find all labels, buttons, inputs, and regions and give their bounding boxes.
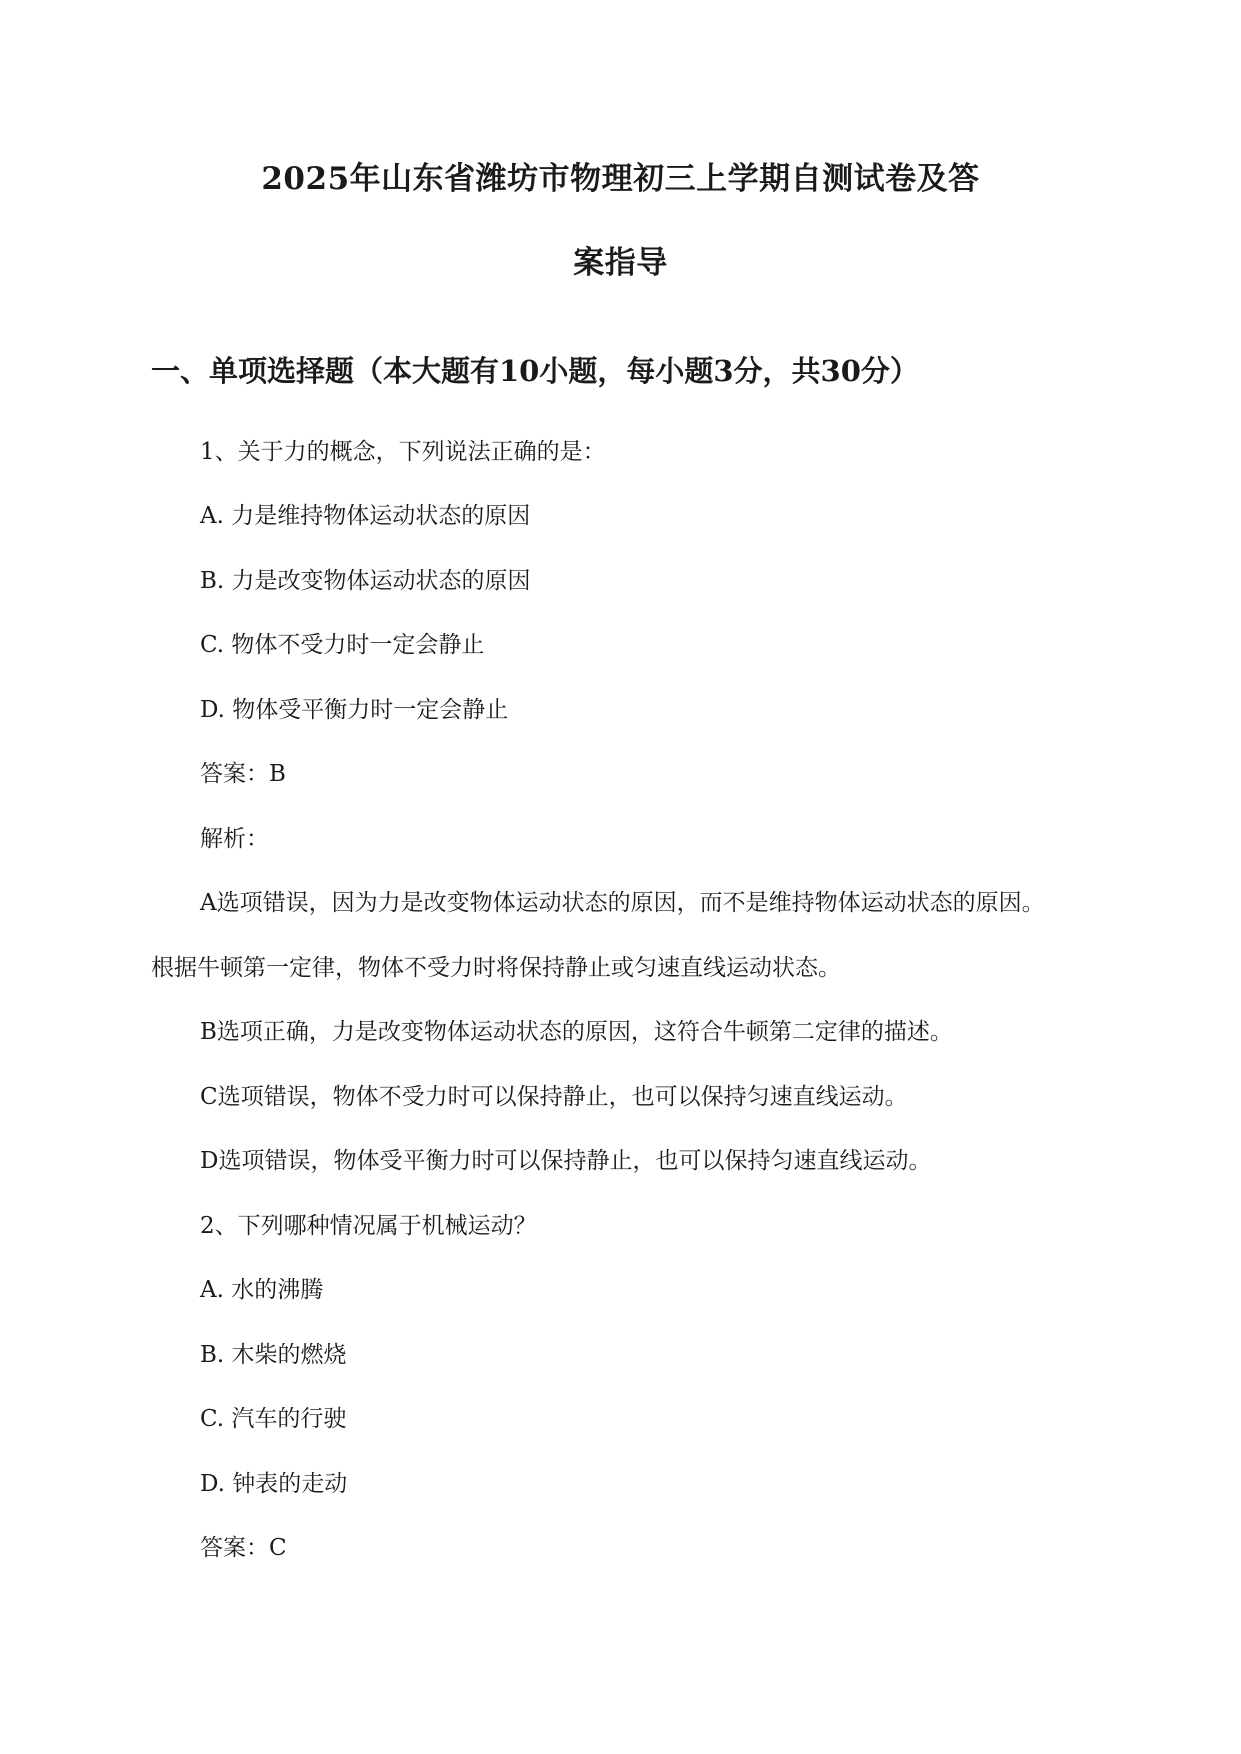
question-2-answer: 答案：C xyxy=(200,1535,287,1561)
question-1-analysis-c: C选项错误，物体不受力时可以保持静止，也可以保持匀速直线运动。 xyxy=(200,1084,908,1110)
question-1-analysis-label: 解析： xyxy=(200,826,269,852)
question-1-analysis-d: D选项错误，物体受平衡力时可以保持静止，也可以保持匀速直线运动。 xyxy=(200,1148,932,1174)
question-1-option-b: B. 力是改变物体运动状态的原因 xyxy=(200,568,531,594)
question-1-stem: 1、关于力的概念，下列说法正确的是： xyxy=(200,439,606,465)
question-2-stem: 2、下列哪种情况属于机械运动？ xyxy=(200,1213,537,1239)
document-title-line-2: 案指导 xyxy=(573,245,668,281)
question-2-option-a: A. 水的沸腾 xyxy=(200,1277,324,1303)
question-1-analysis-b: B选项正确，力是改变物体运动状态的原因，这符合牛顿第二定律的描述。 xyxy=(200,1019,953,1045)
question-1-answer: 答案：B xyxy=(200,761,286,787)
question-1-option-d: D. 物体受平衡力时一定会静止 xyxy=(200,697,509,723)
document-title-line-1: 2025年山东省潍坊市物理初三上学期自测试卷及答 xyxy=(261,161,980,197)
question-1-option-a: A. 力是维持物体运动状态的原因 xyxy=(200,503,531,529)
question-1-option-c: C. 物体不受力时一定会静止 xyxy=(200,632,485,658)
question-1-analysis-a-line-2: 根据牛顿第一定律，物体不受力时将保持静止或匀速直线运动状态。 xyxy=(151,955,841,981)
section-heading: 一、单项选择题（本大题有10小题，每小题3分，共30分） xyxy=(151,354,919,388)
question-2-option-b: B. 木柴的燃烧 xyxy=(200,1342,347,1368)
question-2-option-c: C. 汽车的行驶 xyxy=(200,1406,347,1432)
question-2-option-d: D. 钟表的走动 xyxy=(200,1471,348,1497)
question-1-analysis-a-line-1: A选项错误，因为力是改变物体运动状态的原因，而不是维持物体运动状态的原因。 xyxy=(200,890,1045,916)
